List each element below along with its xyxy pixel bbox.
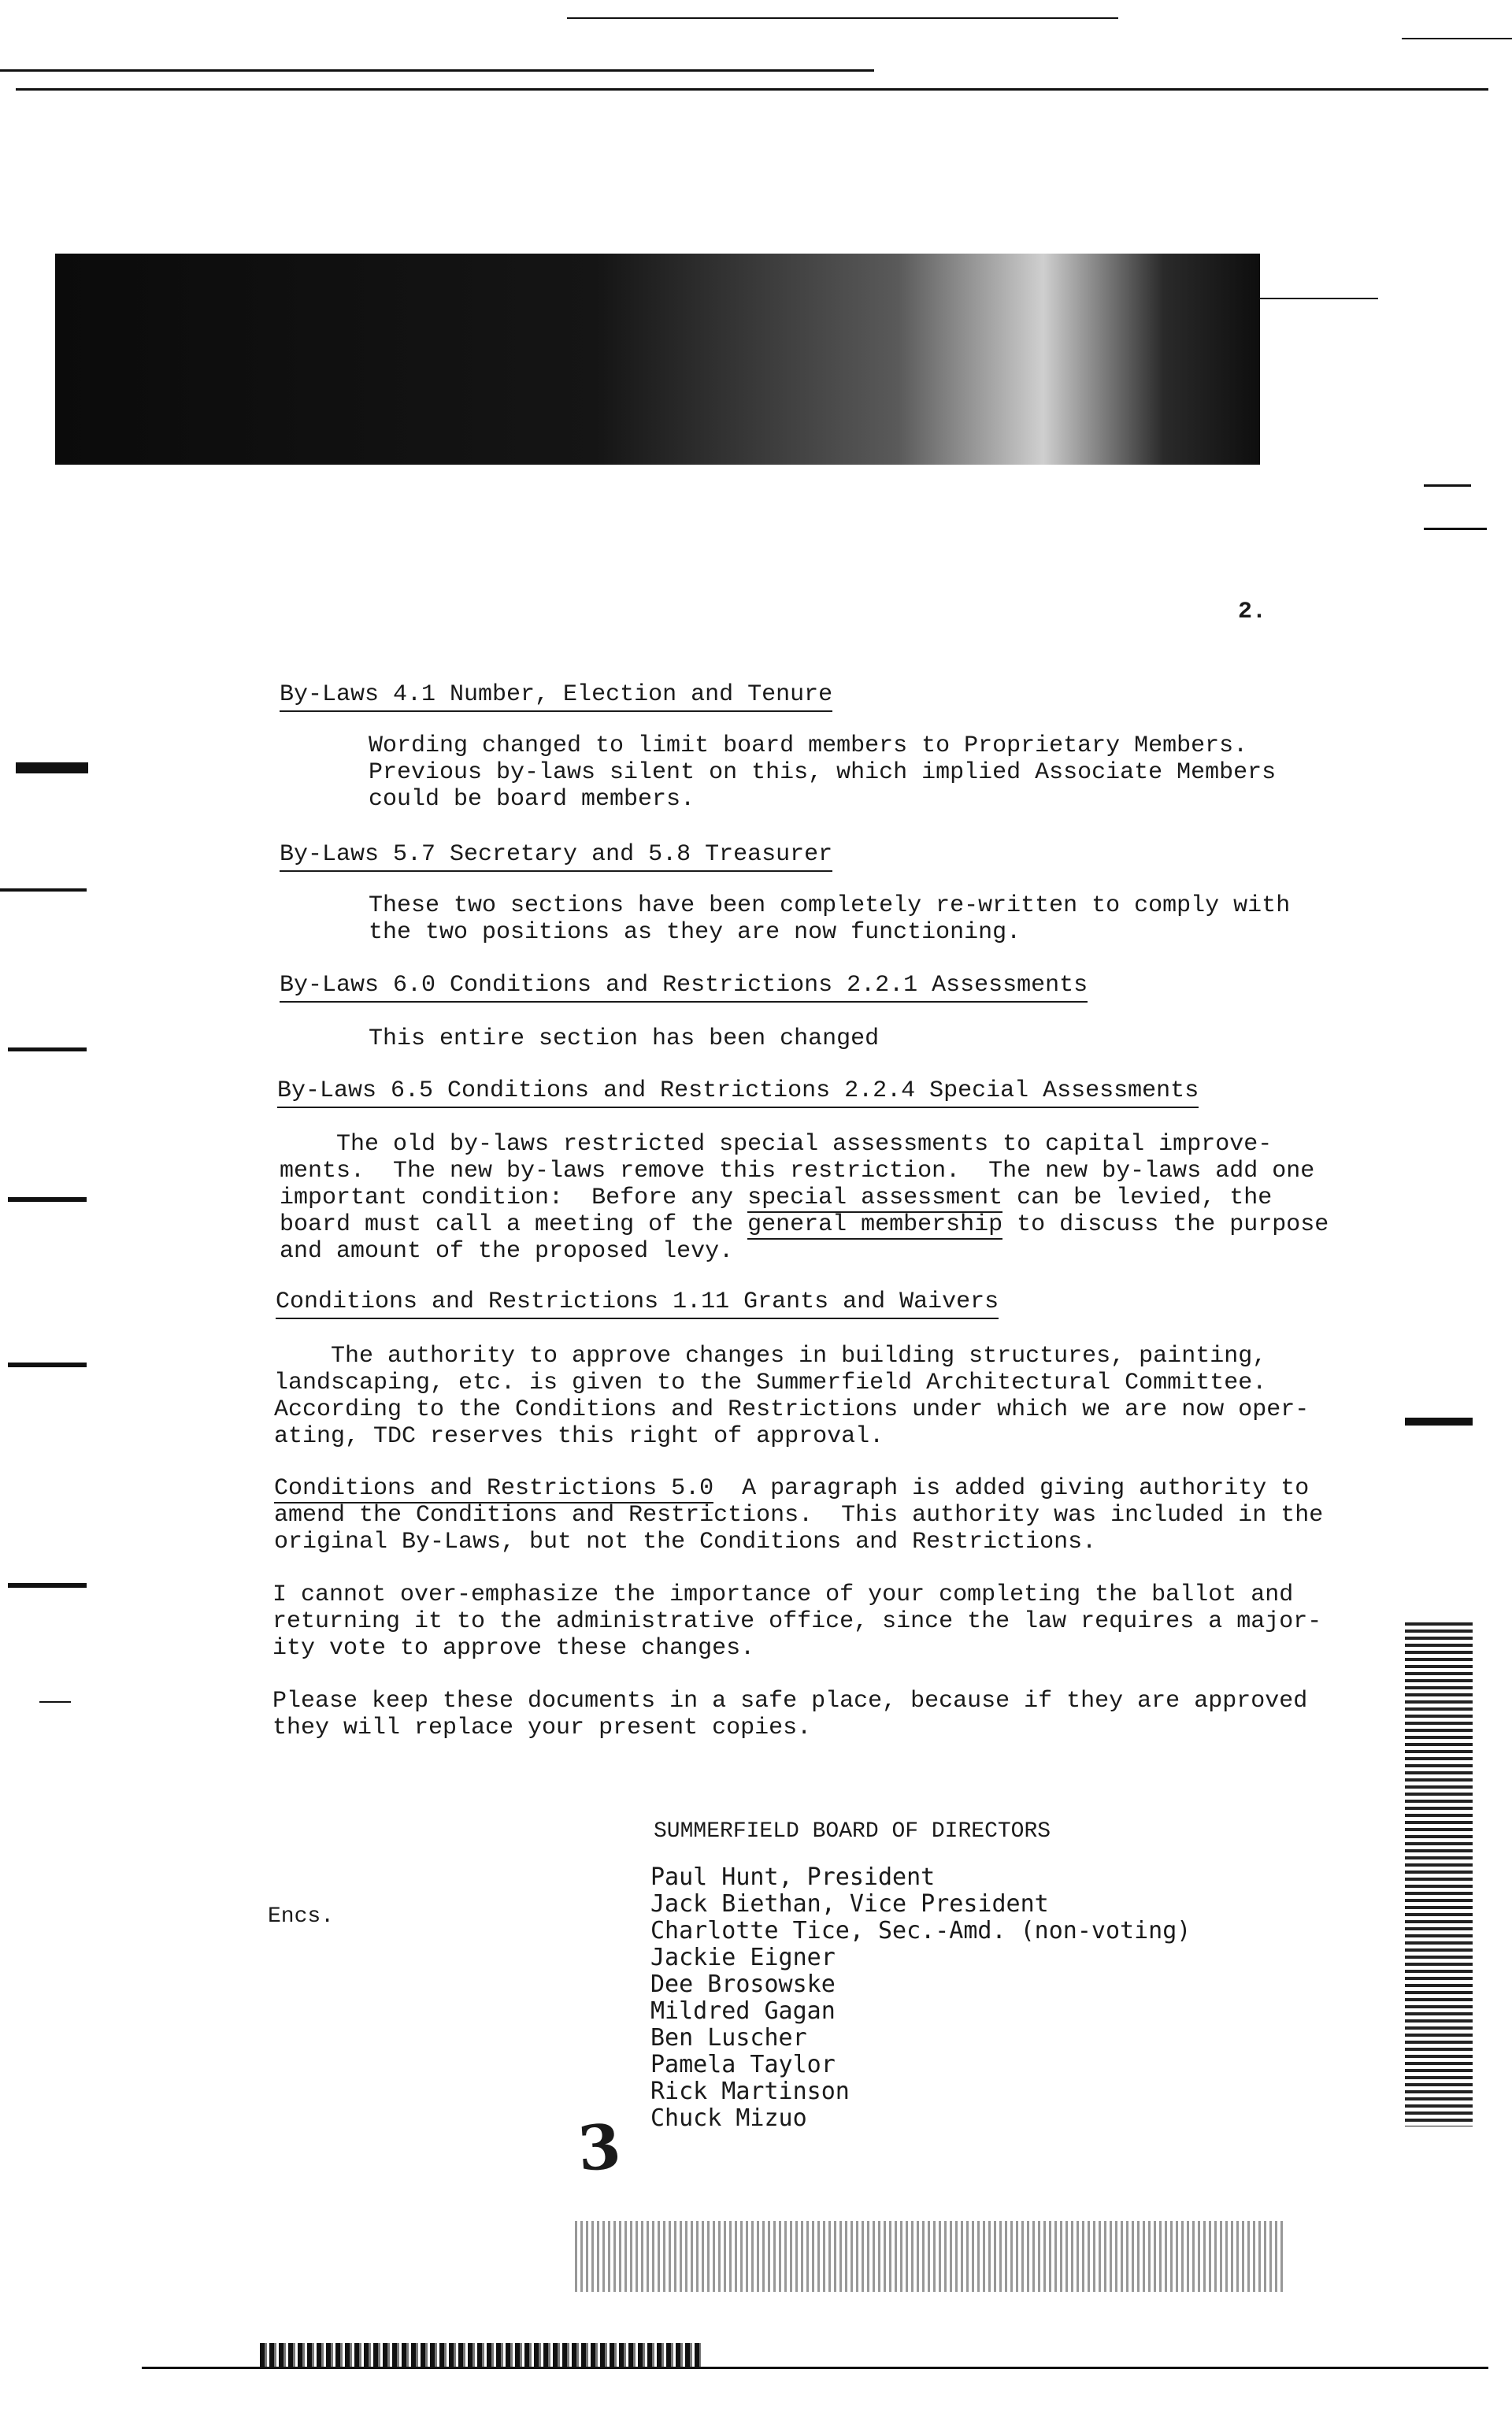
section-heading-bylaws-6-5: By-Laws 6.5 Conditions and Restrictions 2.2.4 Special Assessments [277,1077,1199,1108]
section-heading-conditions-1-11: Conditions and Restrictions 1.11 Grants and Waivers [276,1288,999,1319]
board-member: Jack Biethan, Vice President [650,1890,1049,1918]
section-body-bylaws-6-0: This entire section has been changed [369,1025,880,1052]
section-body-conditions-5-0 [274,1475,1323,1555]
body-line: ments. The new by-laws remove this restriction. The new by-laws add one [280,1158,1315,1185]
margin-mark-left-1 [16,762,88,773]
body-line: and amount of the proposed levy. [280,1238,734,1265]
scan-line-band-3 [1424,528,1487,530]
board-member: Mildred Gagan [650,1997,836,2025]
scan-line-band-2 [1424,484,1471,487]
margin-mark-left-5 [8,1363,87,1367]
scan-line-top-2 [16,88,1488,91]
section-body-bylaws-4-1: Wording changed to limit board members to Proprietary Members. Previous by-laws silent on this, which implied Associate Members could be board members. [369,732,1277,813]
body-line: board must call a meeting of the [280,1211,748,1238]
margin-mark-left-3 [8,1047,87,1051]
board-member: Chuck Mizuo [650,2104,807,2132]
board-member: Jackie Eigner [650,1944,836,1971]
scan-line-top-1 [0,69,874,72]
body-line: to discuss the purpose [1002,1211,1329,1238]
section-heading-bylaws-4-1: By-Laws 4.1 Number, Election and Tenure [280,681,832,712]
scan-line-bottom [142,2367,1488,2369]
scan-line-top-3 [567,17,1118,19]
handwritten-page-mark: 3 [575,2111,624,2186]
board-member: Paul Hunt, President [650,1863,936,1891]
board-heading: SUMMERFIELD BOARD OF DIRECTORS [654,1819,1051,1844]
paragraph-keep-documents: Please keep these documents in a safe place, because if they are approved they will replace your present copies. [272,1688,1308,1741]
underlined-general-membership: general membership [747,1211,1003,1238]
margin-mark-right-1 [1405,1418,1473,1426]
underlined-special-assessment: special assessment [747,1185,1003,1211]
body-line: The old by-laws restricted special assessments to capital improve- [280,1131,1273,1158]
board-member-list [650,1864,1191,2132]
margin-mark-left-7 [39,1701,71,1703]
section-body-bylaws-6-5 [280,1131,1329,1265]
board-member: Pamela Taylor [650,2051,836,2078]
section-heading-conditions-5-0: Conditions and Restrictions 5.0 [274,1475,714,1502]
body-rest: amend the Conditions and Restrictions. This authority was included in the original By-Laws, but not the Conditions and Restrictions. [274,1502,1324,1555]
margin-mark-left-2 [0,888,87,892]
board-member: Charlotte Tice, Sec.-Amd. (non-voting) [650,1917,1191,1945]
section-body-bylaws-5-7: These two sections have been completely re-written to comply with the two positions as they are now functioning. [369,892,1291,946]
section-heading-bylaws-6-0: By-Laws 6.0 Conditions and Restrictions 2.2.1 Assessments [280,972,1088,1003]
board-member: Dee Brosowske [650,1971,836,1998]
scan-line-top-4 [1402,38,1512,39]
scan-bottom-band [575,2221,1284,2292]
scan-bottom-dark [260,2343,701,2367]
margin-mark-left-4 [8,1197,87,1202]
page-number: 2. [1238,599,1267,625]
body-line: can be levied, the [1002,1185,1273,1211]
enclosures-note: Encs. [268,1904,335,1929]
scan-dark-band [55,254,1260,465]
margin-noise-right [1405,1622,1473,2126]
board-member: Rick Martinson [650,2078,850,2105]
scan-line-band [1260,298,1378,299]
board-member: Ben Luscher [650,2024,807,2052]
body-inline: A paragraph is added giving authority to [713,1475,1310,1502]
paragraph-ballot: I cannot over-emphasize the importance of your completing the ballot and returning it to the administrative office, since the law requires a major- ity vote to approve these changes. [272,1581,1322,1662]
margin-mark-left-6 [8,1583,87,1588]
body-line: important condition: Before any [280,1185,748,1211]
section-heading-bylaws-5-7: By-Laws 5.7 Secretary and 5.8 Treasurer [280,841,832,872]
section-body-conditions-1-11: The authority to approve changes in building structures, painting, landscaping, etc. is given to the Summerfield Architectural Committee. According to the Conditions and Restrictions under which we are now oper- ating, TDC reserves this right of approval. [274,1343,1310,1450]
